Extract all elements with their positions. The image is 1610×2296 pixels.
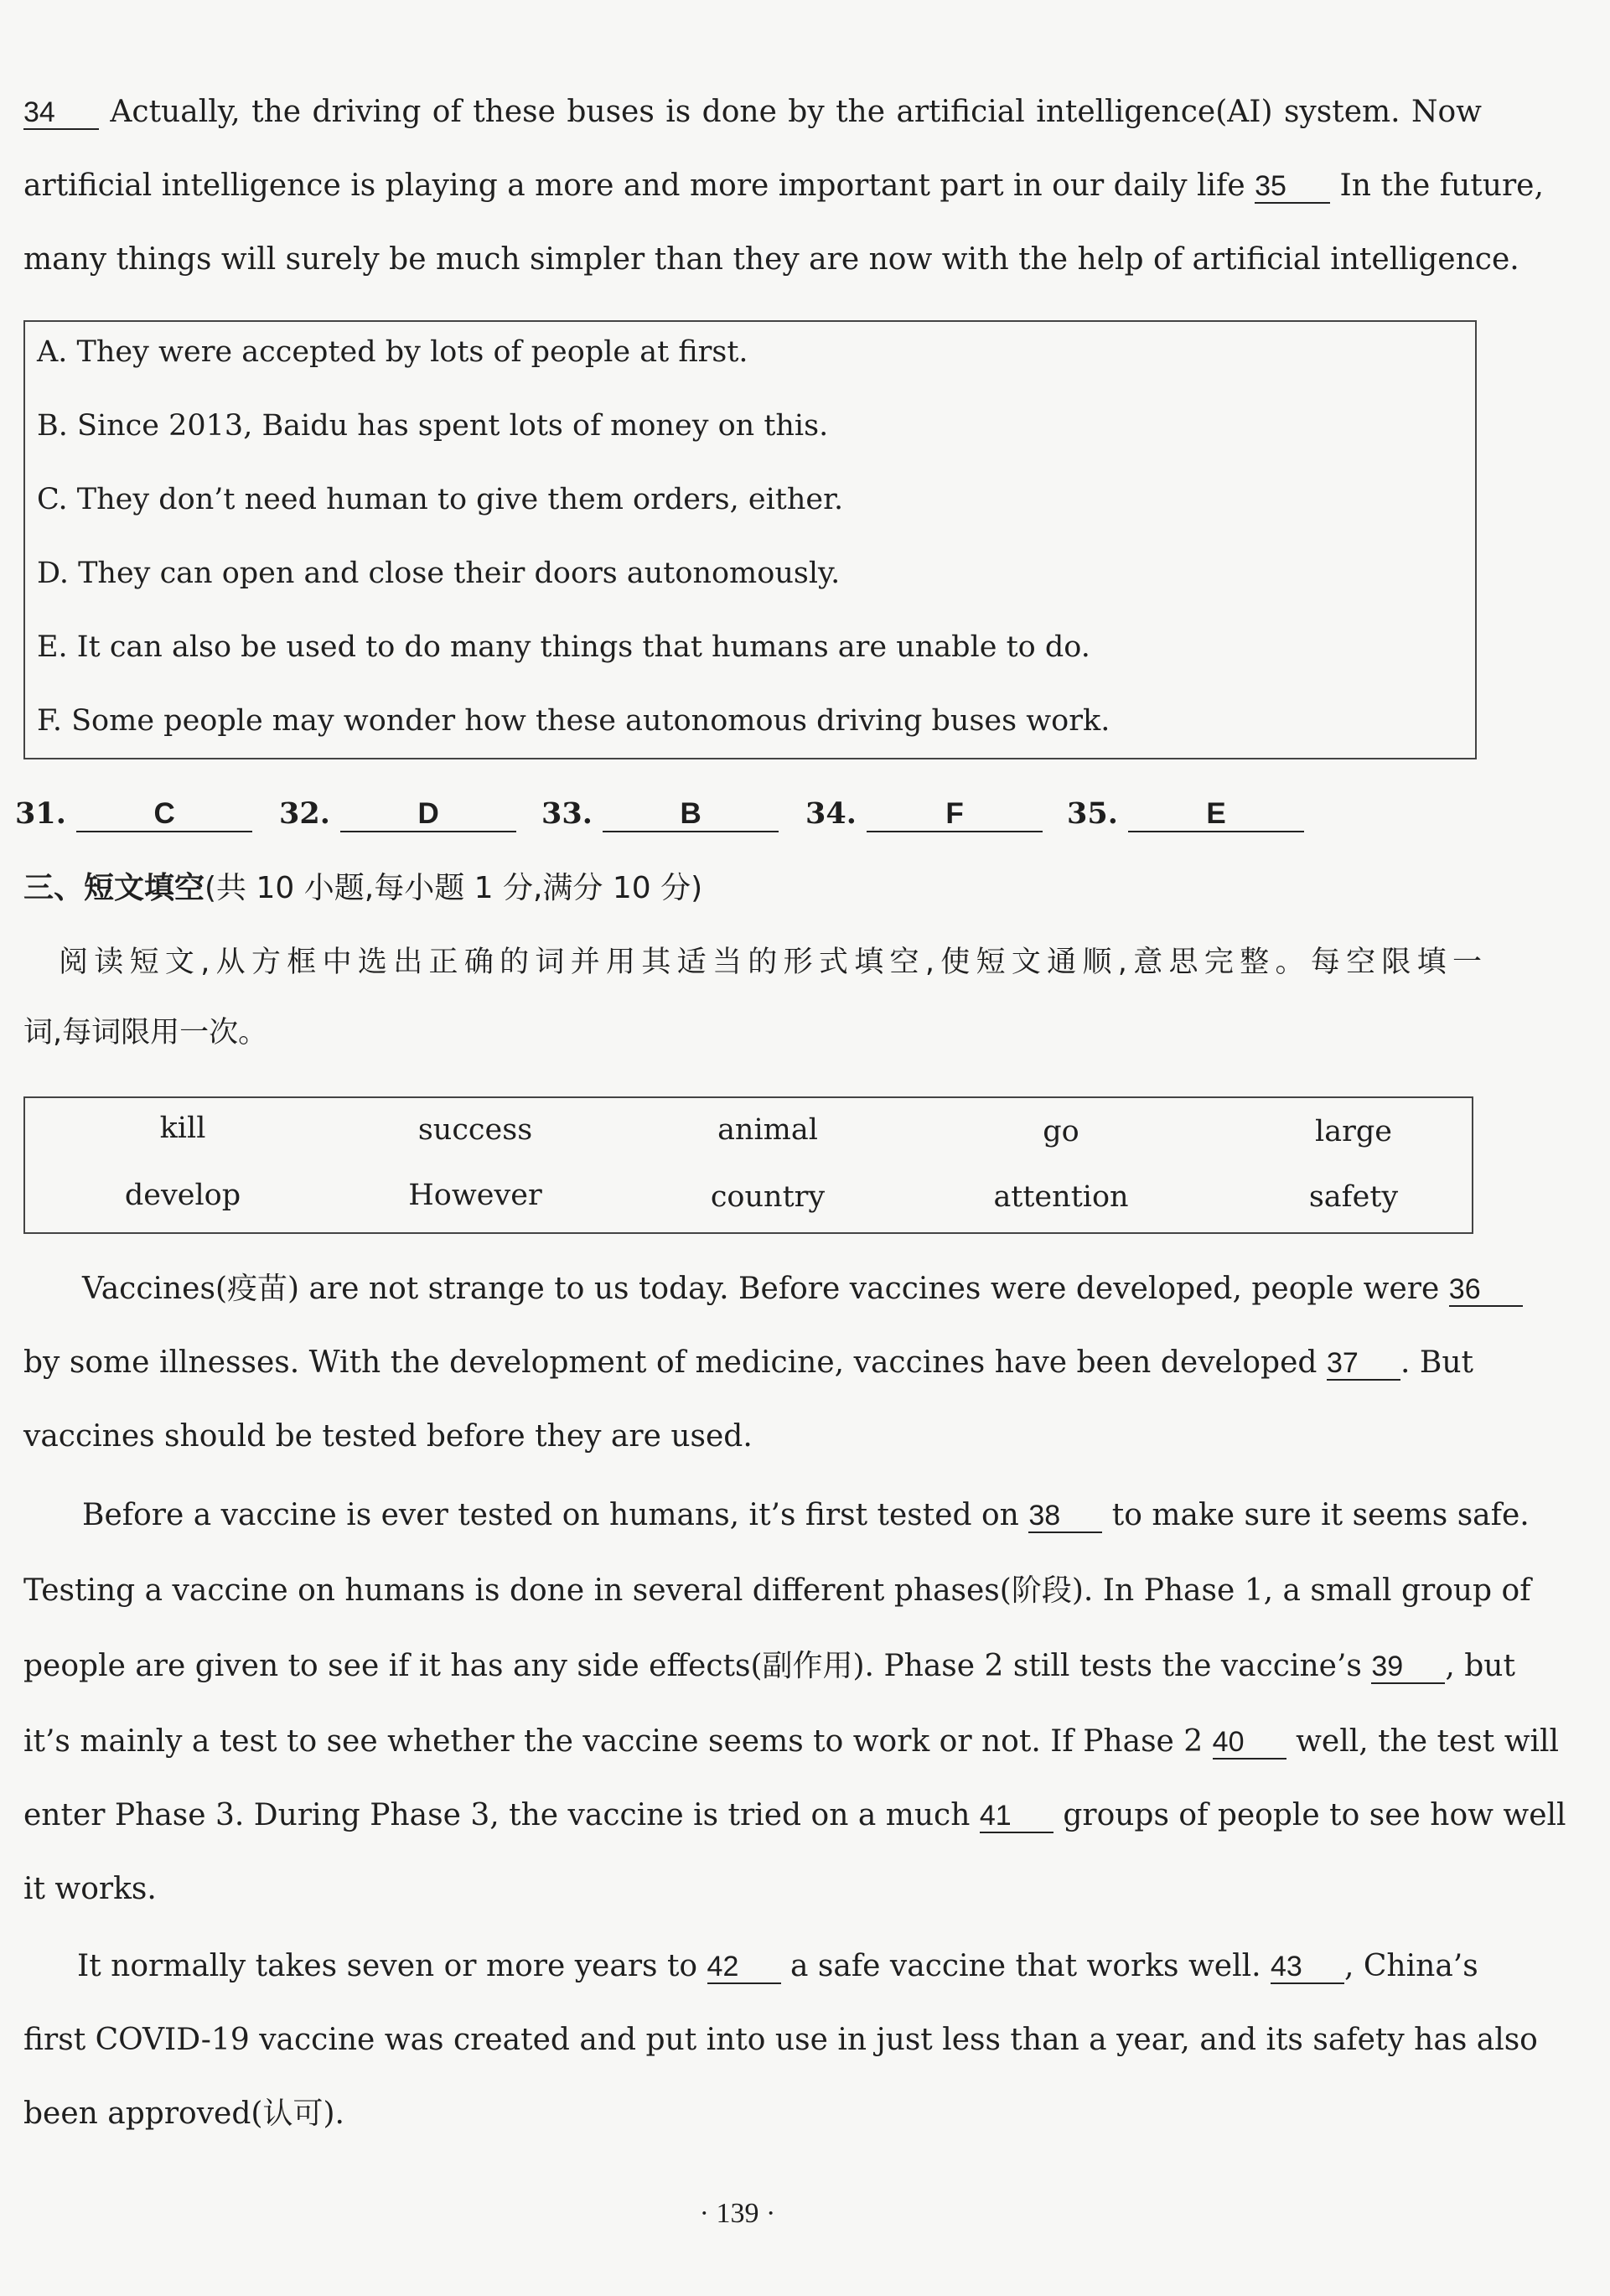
p2-line-2: [23, 1573, 1531, 1609]
answer-value[interactable]: E: [1128, 797, 1304, 832]
word-develop: develop: [124, 1179, 241, 1212]
option-c: C. They don’t need human to give them orders, either.: [37, 483, 844, 516]
p2-line-5: [23, 1797, 1566, 1834]
p3-line-2: [23, 2022, 1538, 2059]
p2-line-3-text: people are given to see if it has any side effects(副作用). Phase 2 still tests the vaccine’s: [23, 1649, 1362, 1683]
p2-line-2-text: Testing a vaccine on humans is done in several different phases(阶段). In Phase 1, a small group of: [23, 1573, 1531, 1608]
option-b: B. Since 2013, Baidu has spent lots of money on this.: [37, 409, 829, 443]
p1-line-3-text: vaccines should be tested before they are used.: [23, 1419, 753, 1454]
section-3-instruction-2: [23, 1014, 1482, 1051]
answer-35: [1067, 796, 1304, 832]
blank-43[interactable]: 43: [1271, 1951, 1344, 1984]
passage-top-text-1: Actually, the driving of these buses is done by the artificial intelligence(AI) system. Now: [110, 95, 1482, 129]
blank-42[interactable]: 42: [707, 1951, 781, 1984]
p1-line-1: [82, 1271, 1481, 1308]
p2-line-1: [82, 1497, 1530, 1534]
p2-line-1-text: Before a vaccine is ever tested on humans, it’s first tested on: [82, 1498, 1019, 1532]
p3-line-1-text: It normally takes seven or more years to: [77, 1949, 698, 1983]
option-a: A. They were accepted by lots of people at first.: [37, 335, 748, 369]
blank-40[interactable]: 40: [1213, 1726, 1286, 1760]
word-bank-box: [23, 1096, 1473, 1234]
word-kill: kill: [159, 1112, 206, 1145]
p3-line-2-text: first COVID-19 vaccine was created and put into use in just less than a year, and its safety has also: [23, 2023, 1538, 2057]
answer-number: 34.: [805, 796, 857, 831]
instruction-text-2: 词,每词限用一次。: [23, 1016, 268, 1050]
word-go: go: [1043, 1115, 1079, 1148]
p3-line-1-tail: , China’s: [1344, 1949, 1478, 1983]
answer-row: [15, 796, 1323, 838]
section-3-title-bold: 三、短文填空: [23, 871, 205, 905]
word-country: country: [710, 1180, 826, 1214]
option-d: D. They can open and close their doors autonomously.: [37, 557, 841, 590]
p2-line-6: [23, 1871, 1482, 1908]
word-large: large: [1315, 1115, 1392, 1148]
option-f: F. Some people may wonder how these autonomous driving buses work.: [37, 704, 1110, 738]
p1-line-3: [23, 1418, 1482, 1455]
blank-39[interactable]: 39: [1371, 1651, 1445, 1684]
blank-36[interactable]: 36: [1449, 1273, 1523, 1307]
word-animal: animal: [717, 1113, 818, 1147]
word-attention: attention: [993, 1180, 1129, 1214]
p3-line-1-mid: a safe vaccine that works well.: [790, 1949, 1261, 1983]
p1-line-2-tail: . But: [1400, 1345, 1474, 1380]
answer-number: 33.: [541, 796, 593, 831]
instruction-text-1: 阅读短文,从方框中选出正确的词并用其适当的形式填空,使短文通顺,意思完整。每空限填一: [59, 946, 1482, 979]
word-success: success: [417, 1113, 533, 1147]
answer-number: 32.: [279, 796, 330, 831]
p2-line-4-text: it’s mainly a test to see whether the vaccine seems to work or not. If Phase 2: [23, 1724, 1204, 1759]
answer-33: [541, 796, 779, 832]
p2-line-4: [23, 1723, 1560, 1760]
blank-41[interactable]: 41: [980, 1800, 1053, 1833]
p1-line-1-text: Vaccines(疫苗) are not strange to us today. Before vaccines were developed, people were: [82, 1272, 1440, 1306]
blank-38[interactable]: 38: [1028, 1500, 1102, 1533]
p2-line-4-tail: well, the test will: [1296, 1724, 1560, 1759]
answer-value[interactable]: C: [76, 797, 252, 832]
passage-top-text-2-tail: In the future,: [1339, 168, 1544, 203]
passage-top-line-1: [23, 94, 1482, 131]
answer-value[interactable]: F: [867, 797, 1043, 832]
blank-37[interactable]: 37: [1327, 1347, 1400, 1381]
section-3-instruction-1: [59, 944, 1482, 981]
p2-line-5-tail: groups of people to see how well: [1063, 1798, 1566, 1832]
answer-34: [805, 796, 1043, 832]
p2-line-5-text: enter Phase 3. During Phase 3, the vaccine is tried on a much: [23, 1798, 971, 1832]
passage-top-line-3: [23, 241, 1519, 278]
p1-line-2-text: by some illnesses. With the development of medicine, vaccines have been developed: [23, 1345, 1318, 1380]
answer-31: [15, 796, 252, 832]
passage-top-text-3: many things will surely be much simpler than they are now with the help of artificial intelligence.: [23, 242, 1519, 277]
p2-line-1-tail: to make sure it seems safe.: [1111, 1498, 1530, 1532]
answer-number: 31.: [15, 796, 66, 831]
section-3-title-rest: (共 10 小题,每小题 1 分,满分 10 分): [204, 871, 703, 905]
p1-line-2: [23, 1345, 1473, 1381]
passage-top-line-2: [23, 168, 1544, 205]
blank-34[interactable]: 34: [23, 96, 99, 130]
answer-number: 35.: [1067, 796, 1118, 831]
p2-line-3: [23, 1648, 1515, 1685]
option-e: E. It can also be used to do many things that humans are unable to do.: [37, 630, 1090, 664]
answer-value[interactable]: D: [340, 797, 516, 832]
blank-35[interactable]: 35: [1255, 170, 1330, 204]
word-however: However: [408, 1179, 542, 1212]
p3-line-1: [77, 1948, 1478, 1985]
p3-line-3: [23, 2096, 1482, 2133]
options-box: [23, 320, 1477, 759]
answer-32: [279, 796, 516, 832]
p3-line-3-text: been approved(认可).: [23, 2096, 344, 2131]
section-3-title: [23, 870, 702, 907]
answer-value[interactable]: B: [603, 797, 779, 832]
p2-line-3-tail: , but: [1445, 1649, 1515, 1683]
p2-line-6-text: it works.: [23, 1872, 157, 1906]
page-number: · 139 ·: [699, 2198, 776, 2229]
word-safety: safety: [1308, 1180, 1399, 1214]
passage-top-text-2: artificial intelligence is playing a more and more important part in our daily life: [23, 168, 1245, 203]
